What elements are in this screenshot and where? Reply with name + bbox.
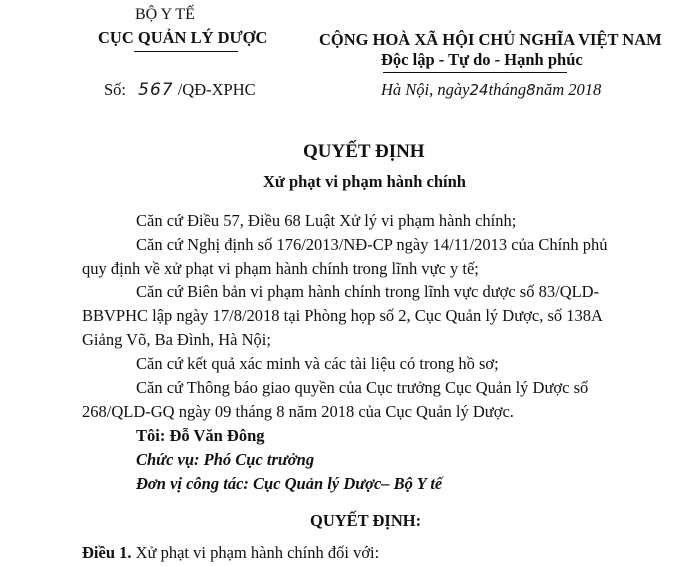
document-subtitle: Xử phạt vi phạm hành chính xyxy=(263,172,466,191)
legal-basis-1: Căn cứ Điều 57, Điều 68 Luật Xử lý vi phạm hành chính; xyxy=(136,211,517,230)
article-1-text: Xử phạt vi phạm hành chính đối với: xyxy=(135,543,380,562)
legal-basis-4: Căn cứ kết quả xác minh và các tài liệu có trong hồ sơ; xyxy=(136,354,499,373)
legal-basis-2: Căn cứ Nghị định số 176/2013/NĐ-CP ngày 14/11/2013 của Chính phủ quy định về xử phạt vi phạm hành chính trong lĩnh vực y tế; xyxy=(82,235,608,278)
official-position-line: Chức vụ: Phó Cục trưởng xyxy=(136,450,315,469)
official-name-line: Tôi: Đỗ Văn Đông xyxy=(136,426,265,445)
official-name: Đỗ Văn Đông xyxy=(169,426,265,445)
legal-basis-5: Căn cứ Thông báo giao quyền của Cục trưởng Cục Quản lý Dược số 268/QLD-GQ ngày 09 tháng 8 năm 2018 của Cục Quản lý Dược. xyxy=(82,378,589,421)
legal-basis-3: Căn cứ Biên bản vi phạm hành chính trong lĩnh vực dược số 83/QLD- BBVPHC lập ngày 17/8/2018 tại Phòng họp số 2, Cục Quản lý Dược, số 138A Giảng Võ, Ba Đình, Hà Nội; xyxy=(82,282,603,349)
country-name: CỘNG HOÀ XÃ HỘI CHỦ NGHĨA VIỆT NAM xyxy=(319,30,662,49)
date-month-handwritten: 8 xyxy=(526,81,536,99)
department-underline xyxy=(134,51,238,52)
official-position: Phó Cục trưởng xyxy=(203,450,315,469)
decision-heading: QUYẾT ĐỊNH: xyxy=(310,511,422,530)
national-motto: Độc lập - Tự do - Hạnh phúc xyxy=(381,50,583,69)
date-year-label: năm 2018 xyxy=(535,80,602,99)
motto-underline xyxy=(383,72,567,73)
article-1-label: Điều 1. xyxy=(82,543,132,562)
article-1 xyxy=(82,543,379,563)
date-place: Hà Nội, ngày xyxy=(381,80,470,99)
date-month-label: tháng xyxy=(488,80,527,99)
number-suffix: /QĐ-XPHC xyxy=(177,80,256,99)
department-name: CỤC QUẢN LÝ DƯỢC xyxy=(98,28,268,47)
ministry-name: BỘ Y TẾ xyxy=(135,6,195,23)
number-prefix: Số: xyxy=(104,80,127,99)
document-title: QUYẾT ĐỊNH xyxy=(303,141,425,162)
date-day-handwritten: 24 xyxy=(469,81,489,99)
decision-number xyxy=(104,80,256,100)
official-unit-line: Đơn vị công tác: Cục Quản lý Dược– Bộ Y tế xyxy=(136,474,443,493)
number-handwritten: 567 xyxy=(138,80,174,100)
date-line xyxy=(381,80,601,100)
official-unit: Cục Quản lý Dược– Bộ Y tế xyxy=(253,474,443,493)
